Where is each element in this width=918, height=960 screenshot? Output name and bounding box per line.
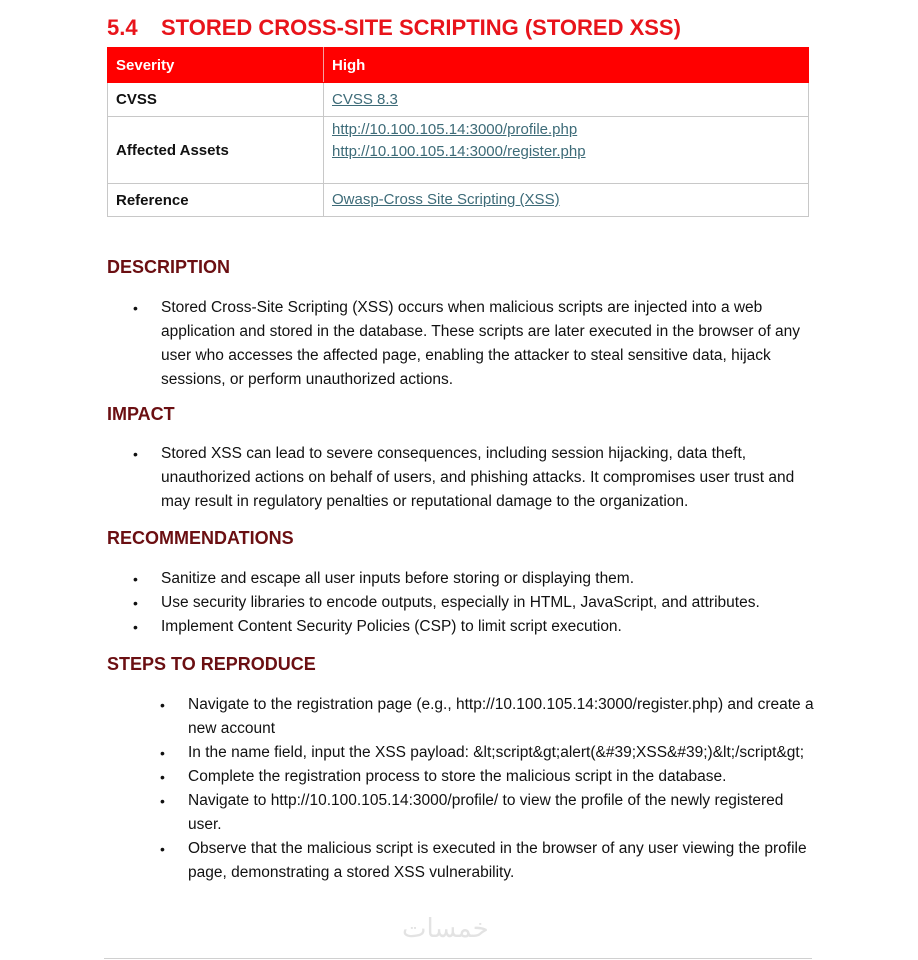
- description-heading: DESCRIPTION: [107, 257, 231, 277]
- severity-value: High: [324, 48, 809, 83]
- bullet-icon: •: [133, 300, 138, 316]
- affected-assets-label: Affected Assets: [108, 117, 324, 184]
- steps-heading: STEPS TO REPRODUCE: [107, 654, 316, 674]
- bullet-icon: •: [160, 793, 165, 809]
- reference-label: Reference: [108, 184, 324, 217]
- severity-row: [108, 48, 809, 83]
- recommendation-item: • Sanitize and escape all user inputs before storing or displaying them.: [107, 567, 827, 591]
- bullet-icon: •: [160, 841, 165, 857]
- watermark-logo: خمسات: [402, 914, 489, 944]
- bullet-icon: •: [133, 446, 138, 462]
- severity-label: Severity: [108, 48, 324, 83]
- recommendation-item: • Implement Content Security Policies (CSP) to limit script execution.: [107, 615, 827, 639]
- section-heading: STORED CROSS-SITE SCRIPTING (STORED XSS): [161, 15, 681, 40]
- section-number: 5.4: [107, 15, 138, 40]
- bullet-icon: •: [160, 697, 165, 713]
- section-title: [107, 15, 681, 41]
- description-item: • Stored Cross-Site Scripting (XSS) occurs when malicious scripts are injected into a web application and stored in the database. These scripts are later executed in the browser of any user who accesses the affected page, enabling the attacker to steal sensitive data, hijack sessions, or perform unauthorized actions.: [107, 296, 813, 392]
- step-item: • Navigate to http://10.100.105.14:3000/profile/ to view the profile of the newly registered user.: [134, 789, 814, 837]
- impact-item: • Stored XSS can lead to severe consequences, including session hijacking, data theft, unauthorized actions on behalf of users, and phishing attacks. It compromises user trust and may result in regulatory penalties or reputational damage to the organization.: [107, 442, 807, 514]
- bullet-icon: •: [133, 571, 138, 587]
- reference-cell: [324, 184, 809, 217]
- cvss-row: [108, 83, 809, 117]
- recommendation-item: • Use security libraries to encode outputs, especially in HTML, JavaScript, and attributes.: [107, 591, 827, 615]
- profile-url-link[interactable]: http://10.100.105.14:3000/profile.php: [332, 121, 578, 138]
- vulnerability-info-table: [107, 47, 809, 217]
- impact-heading: IMPACT: [107, 404, 175, 424]
- bullet-icon: •: [160, 745, 165, 761]
- register-url-link[interactable]: http://10.100.105.14:3000/register.php: [332, 143, 586, 160]
- affected-assets-cell: [324, 117, 809, 184]
- step-item: • In the name field, input the XSS payload: &lt;script&gt;alert(&#39;XSS&#39;)&lt;/script&gt;: [134, 741, 814, 765]
- impact-list: [107, 442, 807, 514]
- step-item: • Complete the registration process to store the malicious script in the database.: [134, 765, 814, 789]
- page-divider: [104, 958, 812, 959]
- description-list: [107, 296, 813, 392]
- bullet-icon: •: [133, 595, 138, 611]
- bullet-icon: •: [133, 619, 138, 635]
- recommendations-heading: RECOMMENDATIONS: [107, 528, 294, 548]
- bullet-icon: •: [160, 769, 165, 785]
- owasp-reference-link[interactable]: Owasp-Cross Site Scripting (XSS): [332, 191, 560, 208]
- reference-row: [108, 184, 809, 217]
- recommendations-list: [107, 567, 827, 639]
- cvss-label: CVSS: [108, 83, 324, 117]
- step-item: • Navigate to the registration page (e.g., http://10.100.105.14:3000/register.php) and create a new account: [134, 693, 814, 741]
- step-item: • Observe that the malicious script is executed in the browser of any user viewing the profile page, demonstrating a stored XSS vulnerability.: [134, 837, 814, 885]
- cvss-score-link[interactable]: CVSS 8.3: [332, 90, 398, 108]
- affected-assets-row: [108, 117, 809, 184]
- steps-list: [134, 693, 814, 885]
- cvss-value-cell: [324, 83, 809, 117]
